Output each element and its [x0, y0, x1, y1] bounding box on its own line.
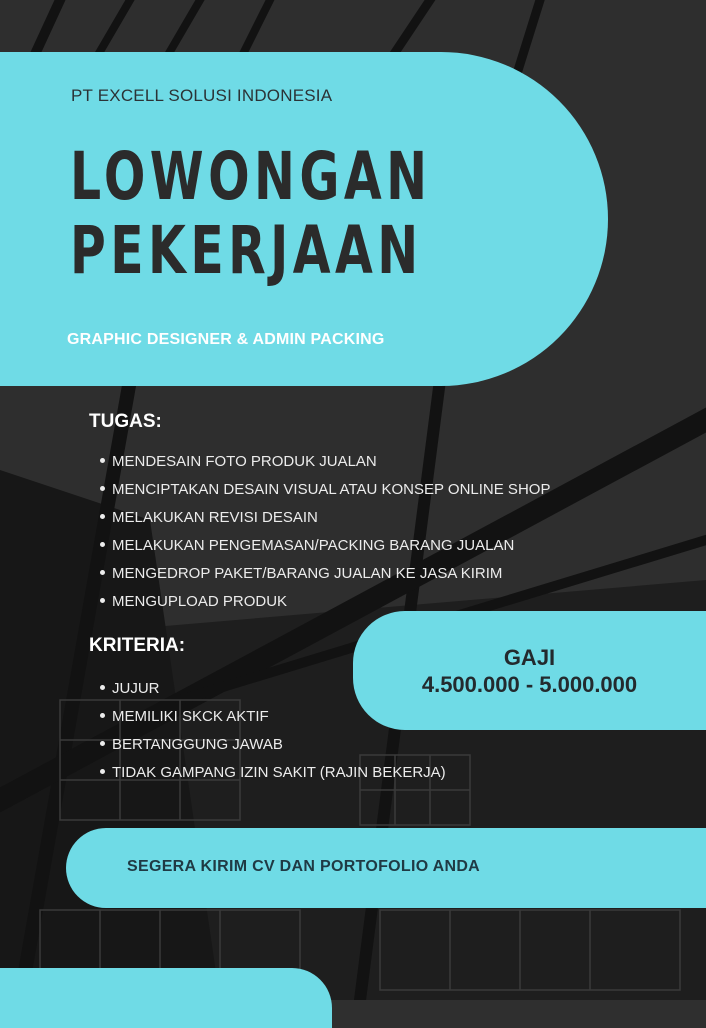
bullet-icon	[100, 542, 105, 547]
bullet-icon	[100, 598, 105, 603]
page-title	[70, 140, 431, 288]
bullet-icon	[100, 713, 105, 718]
list-item: MENCIPTAKAN DESAIN VISUAL ATAU KONSEP ONLINE SHOP	[100, 476, 550, 504]
bullet-icon	[100, 685, 105, 690]
title-line-1: LOWONGAN	[70, 138, 432, 215]
salary-box	[353, 611, 706, 730]
bullet-icon	[100, 570, 105, 575]
list-item: MENDESAIN FOTO PRODUK JUALAN	[100, 448, 550, 476]
bullet-icon	[100, 458, 105, 463]
cta-banner	[66, 828, 706, 908]
list-item: MELAKUKAN PENGEMASAN/PACKING BARANG JUALAN	[100, 532, 550, 560]
salary-range: 4.500.000 - 5.000.000	[421, 672, 638, 697]
bullet-icon	[100, 769, 105, 774]
bullet-icon	[100, 486, 105, 491]
cta-text: SEGERA KIRIM CV DAN PORTOFOLIO ANDA	[127, 858, 481, 875]
job-position: GRAPHIC DESIGNER & ADMIN PACKING	[67, 331, 385, 348]
footer-decoration	[0, 968, 332, 1028]
salary-label: GAJI	[503, 645, 556, 670]
criteria-heading: KRITERIA:	[89, 635, 186, 656]
company-name: PT EXCELL SOLUSI INDONESIA	[71, 86, 333, 105]
list-item: MEMILIKI SKCK AKTIF	[100, 703, 446, 731]
list-item: MELAKUKAN REVISI DESAIN	[100, 504, 550, 532]
bullet-icon	[100, 514, 105, 519]
tasks-heading: TUGAS:	[89, 411, 162, 432]
title-line-2: PEKERJAAN	[70, 212, 423, 289]
list-item: MENGEDROP PAKET/BARANG JUALAN KE JASA KIRIM	[100, 560, 550, 588]
bullet-icon	[100, 741, 105, 746]
list-item: BERTANGGUNG JAWAB	[100, 731, 446, 759]
tasks-list	[100, 448, 550, 616]
list-item: JUJUR	[100, 675, 446, 703]
list-item: MENGUPLOAD PRODUK	[100, 588, 550, 616]
list-item: TIDAK GAMPANG IZIN SAKIT (RAJIN BEKERJA)	[100, 759, 446, 787]
